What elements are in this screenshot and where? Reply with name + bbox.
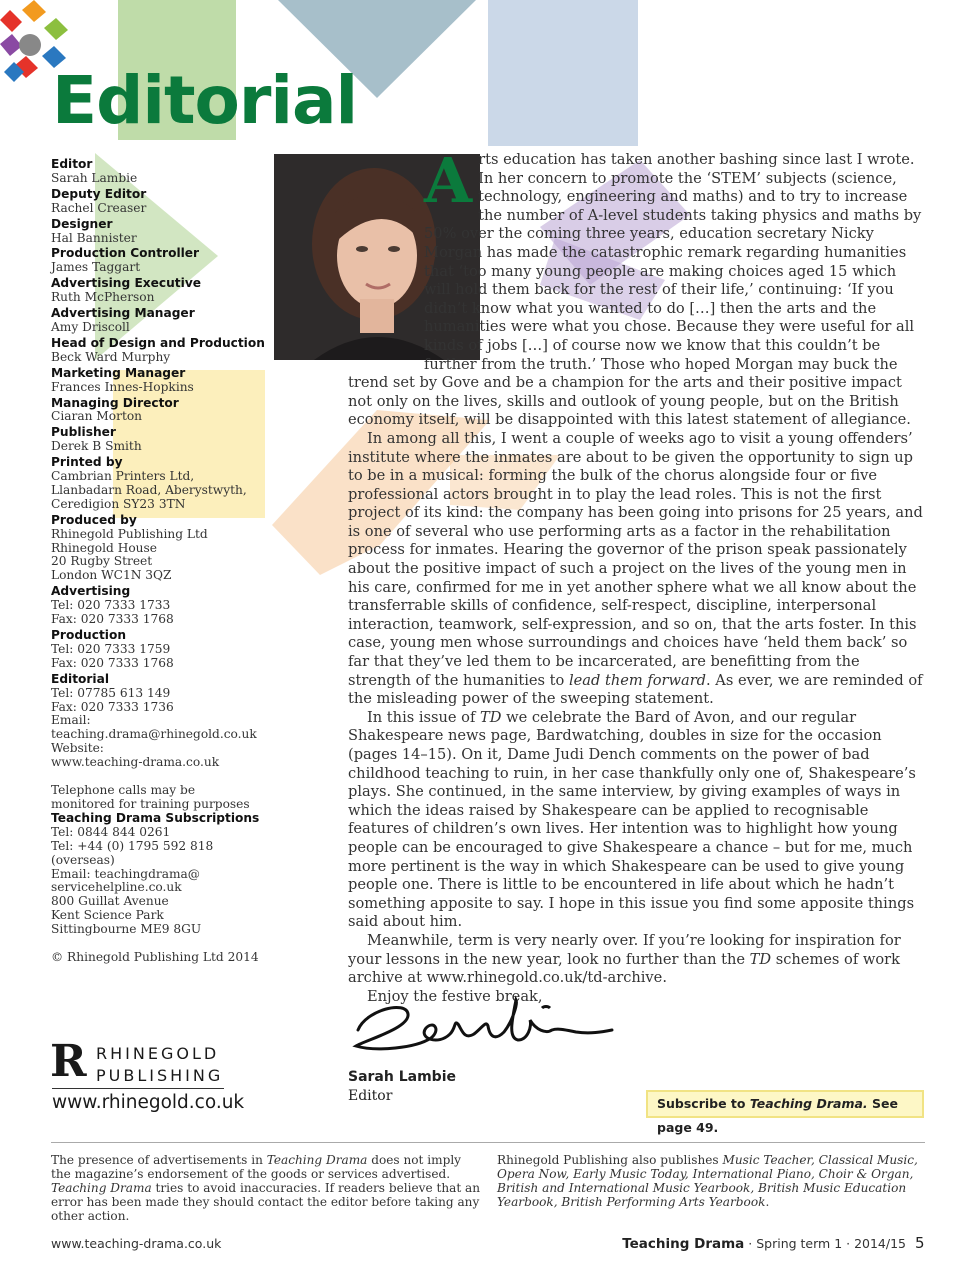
logo-piece-red [0,10,22,32]
credit-label: Editorial [51,671,110,686]
article-paragraph-5: Enjoy the festive break, [367,987,543,1005]
signer-role: Editor [348,1088,393,1104]
credits-list [51,158,276,770]
credit-label: Production Controller [51,246,200,261]
footer-rule [51,1142,925,1143]
telephone-note: Telephone calls may be monitored for training purposes [51,783,250,811]
credit-item [51,629,276,671]
credit-label: Advertising Manager [51,306,195,321]
subscribe-box[interactable] [646,1090,924,1135]
credit-value: Rhinegold Publishing Ltd Rhinegold House 20 Rugby Street London WC1N 3QZ [51,526,208,583]
credit-value: Tel: 07785 613 149 Fax: 020 7333 1736 Email: teaching.drama@rhinegold.co.uk Website: www.teaching-drama.co.uk [51,685,257,770]
paragraph-text: we celebrate the Bard of Avon, and our regular Shakespeare news page, Bardwatching, doubles in size for the occasion (pages 14–15). On it, Dame Judi Dench comments on the power of bad childhood teaching to ruin, in her case thankfully only one of, Shakespeare’s plays. She continued, in the same interview, by giving examples of ways in which the ideas raised by Shakespeare can be applied to recognisable features of children’s own lives. Her intention was to highlight how young people can be encouraged to give Shakespeare a chance – but for me, much more pertinent is the way in which Shakespeare can be used to give young people one. There is little to be encountered in life about which he hadn’t something apposite to say. I hope in this issue you find some apposite things said about him. [348,708,916,931]
credit-value: Beck Ward Murphy [51,349,171,364]
credit-value: Hal Bannister [51,230,137,245]
credit-item [51,456,276,512]
credit-item [51,218,276,246]
credit-value: Amy Driscoll [51,319,130,334]
credit-item [51,514,276,584]
credit-value: Tel: 020 7333 1733 Fax: 020 7333 1768 [51,598,174,627]
photo-spacer [274,151,424,366]
logo-piece-purple [0,34,22,56]
credit-label: Deputy Editor [51,186,147,201]
logo-piece-orange [22,0,46,22]
credit-label: Printed by [51,455,123,470]
credit-value: Ciaran Morton [51,409,143,424]
subscribe-text: See page 49. [657,1096,898,1135]
page-number: 5 [915,1234,925,1252]
logo-line-2: PUBLISHING [96,1066,224,1085]
paragraph-italic: TD [480,708,502,726]
editorial-article [348,144,926,1006]
credit-label: Designer [51,216,113,231]
disclaimer-text: tries to avoid inaccuracies. If readers believe that an error has been made they should contact the editor before taking any other action. [51,1181,481,1223]
credit-item [51,426,276,454]
disclaimer-italic: Teaching Drama [266,1153,368,1167]
paragraph-italic: TD [749,950,772,968]
footer-issue [622,1236,906,1252]
article-paragraph-2 [348,430,926,709]
credit-item [51,247,276,275]
footer-url[interactable]: www.teaching-drama.co.uk [51,1236,222,1251]
credit-label: Advertising [51,584,131,599]
credit-value: Rachel Creaser [51,200,147,215]
also-publishes [497,1153,927,1209]
masthead-credits [51,158,276,965]
subscribe-text: Subscribe to [657,1096,750,1111]
logo-letter: R [50,1036,87,1087]
logo-divider [52,1088,224,1089]
credit-label: Managing Director [51,395,179,410]
credit-value: Tel: 020 7333 1759 Fax: 020 7333 1768 [51,641,174,670]
credit-value: Derek B Smith [51,439,142,454]
credit-value: Ruth McPherson [51,290,155,305]
disclaimer-italic: Teaching Drama [51,1181,152,1195]
credit-value: Frances Innes-Hopkins [51,379,194,394]
drop-cap: A [424,144,473,217]
credit-label: Marketing Manager [51,365,186,380]
logo-center [19,34,41,56]
credit-value: Cambrian Printers Ltd, Llanbadarn Road, Aberystwyth, Ceredigion SY23 3TN [51,469,247,511]
logo-piece-green [44,18,68,40]
credit-value: James Taggart [51,260,141,275]
credit-label: Head of Design and Production [51,335,265,350]
handwritten-signature [346,990,618,1060]
signer-name: Sarah Lambie [348,1069,456,1085]
also-titles: Music Teacher, Classical Music, Opera Now, Early Music Today, International Piano, Choir & Organ, British and International Music Yearbook, British Music Education Yearbook, British Performing Arts Yearbook [497,1153,918,1209]
copyright: © Rhinegold Publishing Ltd 2014 [51,950,259,965]
disclaimer [51,1153,481,1223]
article-paragraph-1: rts education has taken another bashing since last I wrote. In her concern to promote the ‘STEM’ subjects (science, technology, engineering and maths) and to try to increase the number of A-level students taking physics and maths by 50% over the coming three years, education secretary Nicky Morgan has made the catastrophic remark regarding humanities that ‘too many young people are making choices aged 15 which will hold them back for the rest of their life,’ continuing: ‘If you didn’t know what you wanted to do […] then the arts and the humanities were what you chose. Because they were useful for all kinds of jobs […] of course now we know that this couldn’t be further from the truth.’ Those who hoped Morgan may buck the trend set by Gove and be a champion for the arts and their positive impact not only on the lives, skills and outlook of young people, but on the British economy itself, will be disappointed with this latest statement of allegiance. [348,151,922,429]
disclaimer-text: The presence of advertisements in [51,1153,267,1167]
paragraph-text: In among all this, I went a couple of weeks ago to visit a young offenders’ institute where the inmates are about to be given the opportunity to sign up to be in a musical: forming the bulk of the chorus alongside four or five professional actors brought in to play the lead roles. This is not the first project of its kind: the company has been going into prisons for 25 years, and is one of several who use performing arts as a factor in the rehabilitation process for inmates. Hearing the governor of the prison speak passionately about the positive impact of such a project on the lives of the young men in his care, confirmed for me in yet another sphere what we all know about the transferrable skills of confidence, self-respect, discipline, interpersonal interaction, teamwork, self-expression, and so on, that the arts foster. In this case, young men whose surroundings and choices have ‘held them back’ so far that they’ve led them to be incarcerated, are benefitting from the strength of the humanities to [348,429,923,689]
credit-label: Advertising Executive [51,276,202,291]
credit-item [51,307,276,335]
logo-url[interactable]: www.rhinegold.co.uk [52,1092,245,1113]
credit-item [51,188,276,216]
subscribe-italic: Teaching Drama. [749,1096,868,1111]
footer-issue-text: · Spring term 1 · 2014/15 [744,1236,906,1251]
disclaimer-text: does not imply the magazine’s endorsement of the goods or services advertised. [51,1153,462,1181]
credit-item [51,367,276,395]
also-end: . [765,1195,770,1209]
also-intro: Rhinegold Publishing also publishes [497,1153,723,1167]
footer-magazine: Teaching Drama [622,1236,745,1252]
article-paragraph-4 [348,932,926,988]
credit-value: Sarah Lambie [51,170,138,185]
paragraph-text: In this issue of [367,708,481,726]
credit-label: Production [51,628,126,642]
page-title: Editorial [52,62,358,139]
credit-item [51,277,276,305]
paragraph-italic: lead them forward [568,671,707,689]
paragraph-text: . As ever, we are reminded of the misleading power of the sweeping statement. [348,671,923,708]
credit-label: Editor [51,157,93,171]
credit-item [51,337,276,365]
credit-item [51,585,276,627]
credit-item [51,397,276,425]
logo-line-1: RHINEGOLD [96,1044,220,1063]
paragraph-text: Meanwhile, term is very nearly over. If you’re looking for inspiration for your lessons in the new year, look no further than the [348,931,901,968]
paragraph-text: schemes of work archive at www.rhinegold.co.uk/td-archive. [348,950,900,987]
credit-label: Publisher [51,425,116,440]
credit-item [51,158,276,186]
signer-block [348,1068,456,1106]
article-paragraph-3 [348,709,926,932]
credit-value: Tel: 0844 844 0261 Tel: +44 (0) 1795 592 818 (overseas) Email: teachingdrama@ servicehelpline.co.uk 800 Guillat Avenue Kent Science Park Sittingbourne ME9 8GU [51,824,214,937]
deco-lightblue-block [488,0,638,146]
credit-label: Teaching Drama Subscriptions [51,810,260,825]
credit-item [51,673,276,770]
credit-label: Produced by [51,512,137,527]
credit-subscriptions [51,812,276,937]
